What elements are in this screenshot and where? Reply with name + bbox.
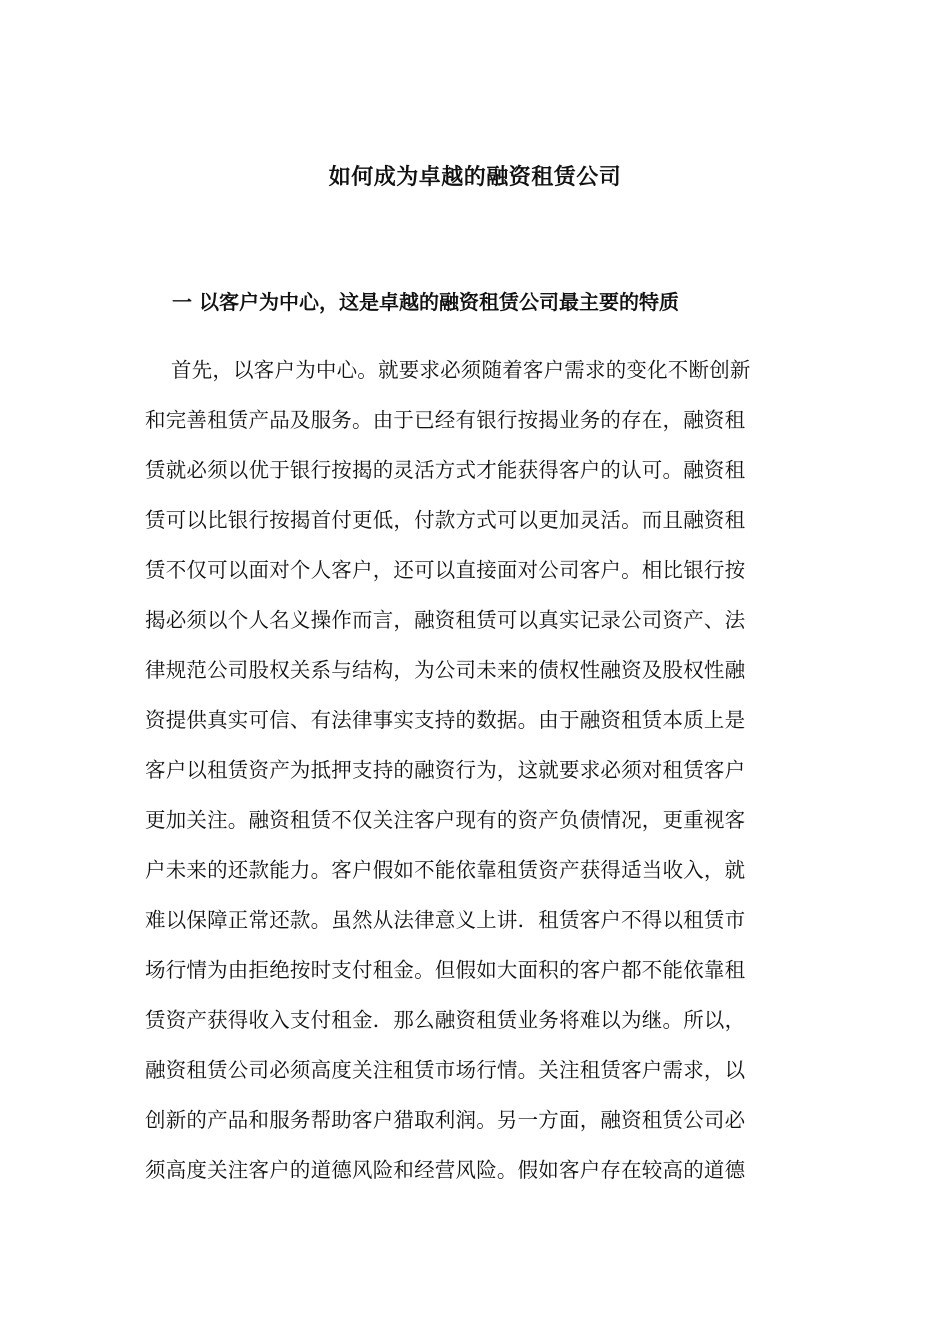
document-title: 如何成为卓越的融资租赁公司: [328, 165, 622, 190]
paragraph-line: 融资租赁公司必须高度关注租赁市场行情。关注租赁客户需求，以: [145, 1058, 746, 1082]
paragraph-line: 赁就必须以优于银行按揭的灵活方式才能获得客户的认可。融资租: [145, 458, 746, 482]
paragraph-line: 场行情为由拒绝按时支付租金。但假如大面积的客户都不能依靠租: [145, 958, 746, 982]
paragraph-line: 资提供真实可信、有法律事实支持的数据。由于融资租赁本质上是: [145, 708, 746, 732]
paragraph-line: 创新的产品和服务帮助客户猎取利润。另一方面，融资租赁公司必: [145, 1108, 746, 1132]
paragraph-line: 难以保障正常还款。虽然从法律意义上讲．租赁客户不得以租赁市: [145, 908, 746, 932]
paragraph-line: 和完善租赁产品及服务。由于已经有银行按揭业务的存在，融资租: [145, 408, 746, 432]
paragraph-line: 户未来的还款能力。客户假如不能依靠租赁资产获得适当收入，就: [145, 858, 746, 882]
paragraph-line: 赁可以比银行按揭首付更低，付款方式可以更加灵活。而且融资租: [145, 508, 746, 532]
paragraph-line: 律规范公司股权关系与结构，为公司未来的债权性融资及股权性融: [145, 658, 746, 682]
paragraph-line: 揭必须以个人名义操作而言，融资租赁可以真实记录公司资产、法: [145, 608, 746, 632]
paragraph-line: 须高度关注客户的道德风险和经营风险。假如客户存在较高的道德: [145, 1158, 746, 1182]
section-heading: 一 以客户为中心，这是卓越的融资租赁公司最主要的特质: [172, 290, 679, 314]
paragraph-line: 客户以租赁资产为抵押支持的融资行为，这就要求必须对租赁客户: [145, 758, 746, 782]
paragraph-line: 赁资产获得收入支付租金．那么融资租赁业务将难以为继。所以，: [145, 1008, 746, 1032]
paragraph-line: 更加关注。融资租赁不仅关注客户现有的资产负债情况，更重视客: [145, 808, 746, 832]
paragraph-line: 赁不仅可以面对个人客户，还可以直接面对公司客户。相比银行按: [145, 558, 746, 582]
paragraph-line: 首先，以客户为中心。就要求必须随着客户需求的变化不断创新: [171, 358, 751, 382]
body-paragraph: [145, 352, 797, 1202]
